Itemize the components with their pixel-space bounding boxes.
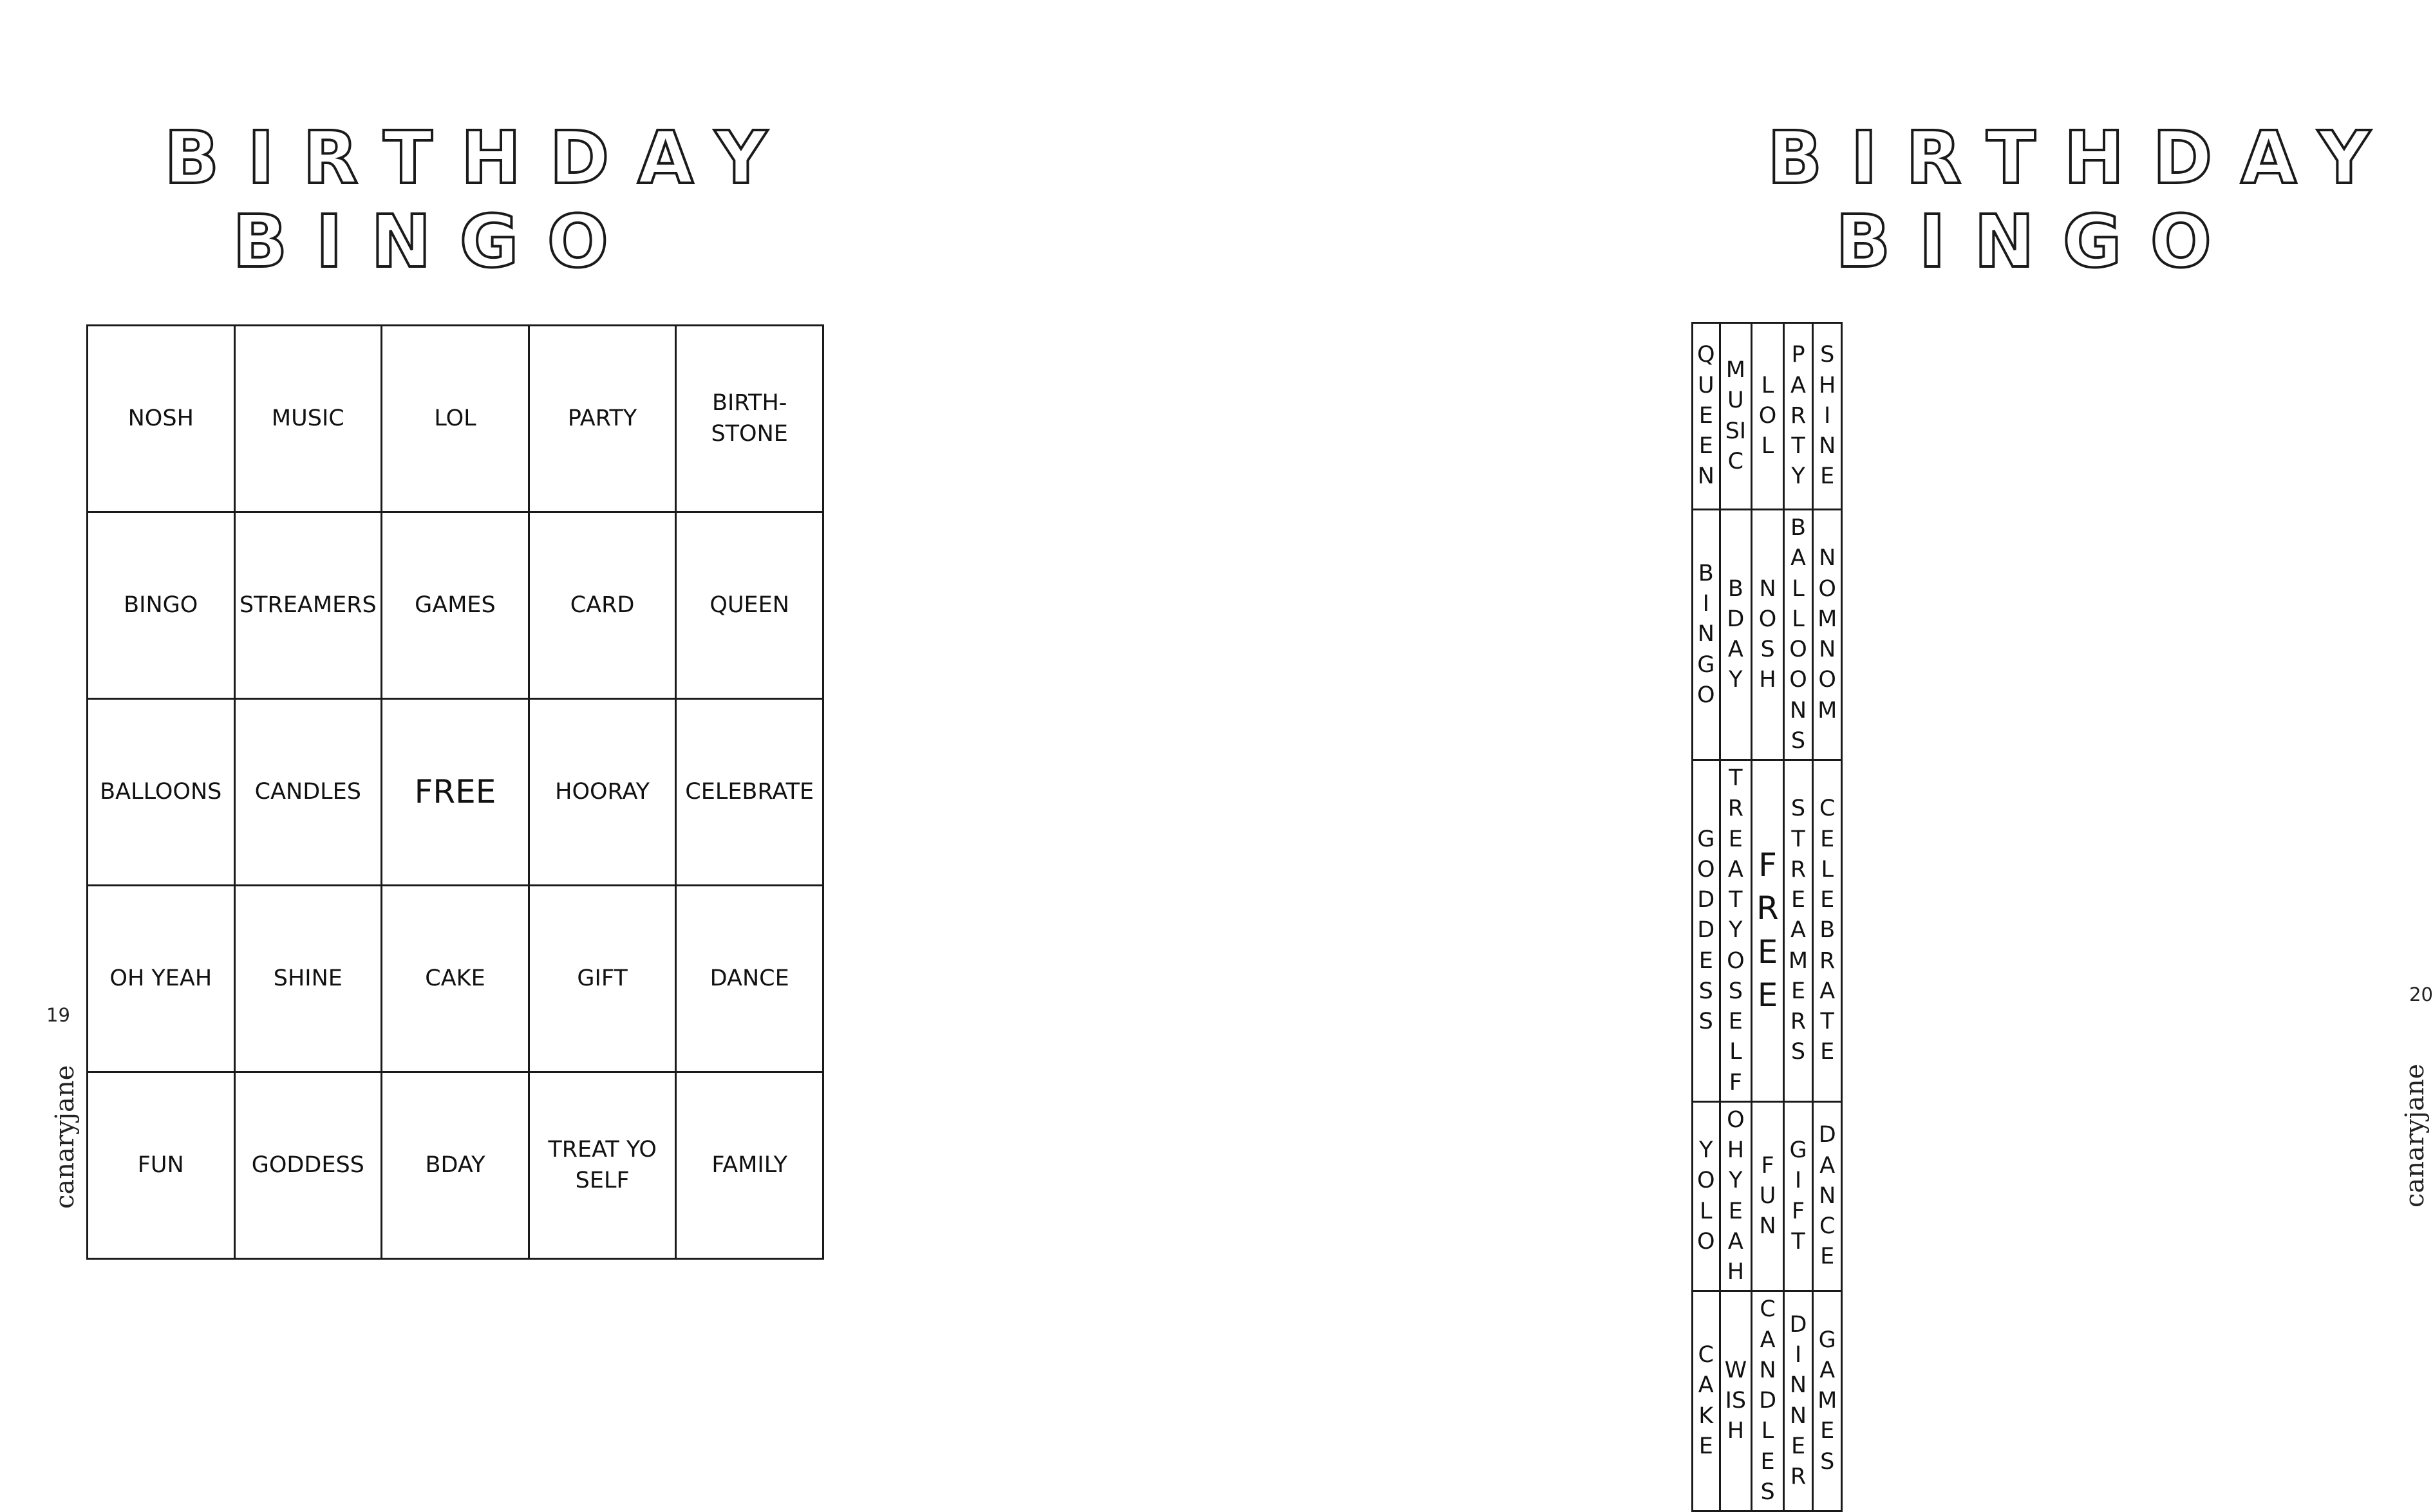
bingo-row [1693, 323, 1842, 510]
bingo-row [1693, 760, 1842, 1102]
bingo-cell: MUSIC [234, 326, 382, 512]
bingo-cell: MUSIC [1720, 323, 1752, 510]
bingo-cell: GODDESS [234, 1072, 382, 1259]
bingo-cell: CARD [529, 512, 676, 699]
page-number: 19 [46, 1004, 70, 1026]
bingo-grid [86, 324, 824, 1260]
bingo-cell: SHINE [234, 886, 382, 1072]
bingo-cell: CAKE [1693, 1291, 1720, 1511]
bingo-cell: FUN [88, 1072, 235, 1259]
bingo-cell: DINNER [1783, 1291, 1812, 1511]
bingo-row [1693, 510, 1842, 760]
bingo-cell: QUEEN [676, 512, 823, 699]
bingo-cell: BALLOONS [1783, 510, 1812, 760]
bingo-cell: GAMES [1813, 1291, 1842, 1511]
bingo-cell: BDAY [1720, 510, 1752, 760]
bingo-cell: TREAT YO SELF [1720, 760, 1752, 1102]
bingo-row [88, 886, 823, 1072]
bingo-cell: TREAT YO SELF [529, 1072, 676, 1259]
bingo-cell: FAMILY [676, 1072, 823, 1259]
bingo-cell: PARTY [1783, 323, 1812, 510]
bingo-cell: DANCE [1813, 1101, 1842, 1291]
bingo-cell: STREAMERS [234, 512, 382, 699]
card-title-line1: BIRTHDAY [1767, 117, 2399, 200]
bingo-row [88, 1072, 823, 1259]
card-title-line2: BINGO [232, 200, 637, 284]
page-number: 20 [2409, 984, 2433, 1005]
bingo-cell: FUN [1752, 1101, 1784, 1291]
bingo-cell: PARTY [529, 326, 676, 512]
bingo-cell: STREAMERS [1783, 760, 1812, 1102]
bingo-cell: QUEEN [1693, 323, 1720, 510]
bingo-row [88, 326, 823, 512]
bingo-row [88, 699, 823, 886]
bingo-cell: GAMES [382, 512, 529, 699]
bingo-cell: GIFT [529, 886, 676, 1072]
bingo-cell: DANCE [676, 886, 823, 1072]
card-title-line1: BIRTHDAY [164, 117, 796, 200]
bingo-cell: CAKE [382, 886, 529, 1072]
bingo-grid [1691, 322, 1843, 1512]
bingo-free-space: FREE [1752, 760, 1784, 1102]
bingo-cell: BINGO [1693, 510, 1720, 760]
bingo-free-space: FREE [382, 699, 529, 886]
bingo-cell: SHINE [1813, 323, 1842, 510]
bingo-cell: CANDLES [1752, 1291, 1784, 1511]
bingo-cell: NOSH [1752, 510, 1784, 760]
bingo-cell: BINGO [88, 512, 235, 699]
bingo-cell: NOM NOM [1813, 510, 1842, 760]
bingo-cell: GIFT [1783, 1101, 1812, 1291]
bingo-cell: OH YEAH [1720, 1101, 1752, 1291]
bingo-row [1693, 1101, 1842, 1291]
card-title-line2: BINGO [1836, 200, 2240, 284]
bingo-row [1693, 1291, 1842, 1511]
bingo-cell: BALLOONS [88, 699, 235, 886]
bingo-cell: GODDESS [1693, 760, 1720, 1102]
bingo-row [88, 512, 823, 699]
bingo-cell: NOSH [88, 326, 235, 512]
bingo-cell: LOL [1752, 323, 1784, 510]
brand-logo-text: canaryjane [2400, 1063, 2430, 1208]
bingo-cell: OH YEAH [88, 886, 235, 1072]
brand-logo-text: canaryjane [50, 1065, 80, 1209]
bingo-cell: BDAY [382, 1072, 529, 1259]
bingo-cell: WISH [1720, 1291, 1752, 1511]
bingo-card-right [824, 0, 2433, 1505]
bingo-card-left [0, 0, 824, 1273]
bingo-cell: LOL [382, 326, 529, 512]
bingo-cell: CELEBRATE [676, 699, 823, 886]
bingo-cell: YOLO [1693, 1101, 1720, 1291]
bingo-cell: CANDLES [234, 699, 382, 886]
bingo-cell: CELEBRATE [1813, 760, 1842, 1102]
bingo-cell: BIRTH- STONE [676, 326, 823, 512]
bingo-cell: HOORAY [529, 699, 676, 886]
